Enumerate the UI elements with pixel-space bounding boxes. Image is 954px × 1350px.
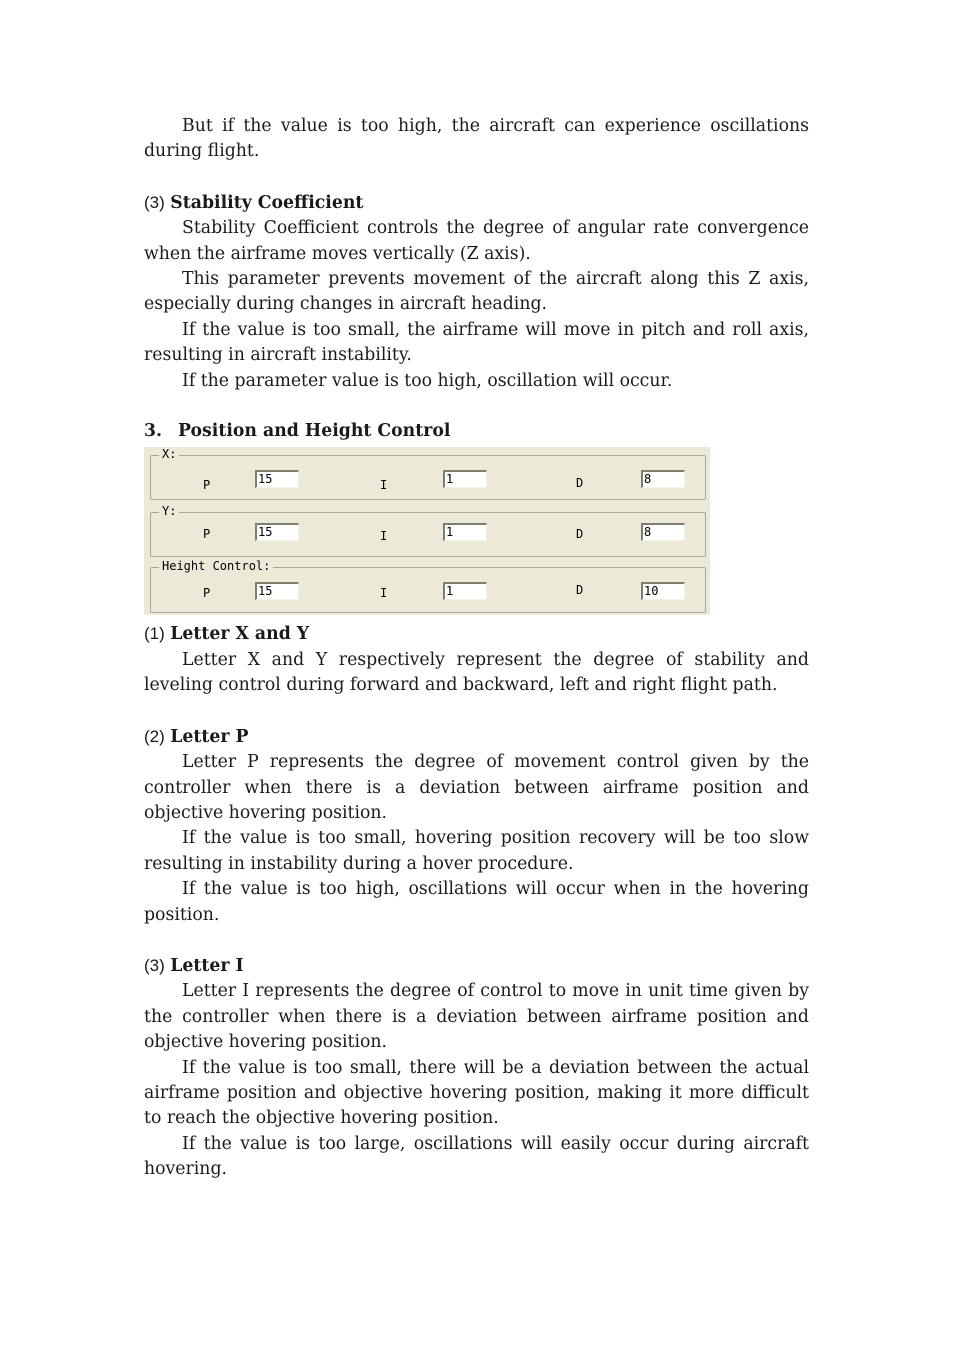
body-paragraph: If the parameter value is too high, oscillation will occur. <box>182 370 673 391</box>
document-page <box>144 114 809 1183</box>
body-paragraph: If the value is too small, hovering position recovery will be too slow resulting in instability during a hover procedure. <box>144 828 809 874</box>
body-paragraph: If the value is too large, oscillations will easily occur during aircraft hovering. <box>144 1133 809 1180</box>
p-label: P <box>203 527 211 542</box>
body-paragraph: If the value is too small, the airframe will move in pitch and roll axis, resulting in aircraft instability. <box>144 319 809 366</box>
i-label: I <box>380 586 388 601</box>
subsection-heading-letter-i <box>144 953 809 979</box>
body-paragraph: Stability Coefficient controls the degree of angular rate convergence when the airframe moves vertically (Z axis). <box>144 218 809 264</box>
group-legend-y: Y: <box>159 504 179 518</box>
height-p-input[interactable]: 15 <box>255 582 299 600</box>
body-paragraph: Letter X and Y respectively represent the degree of stability and leveling control during forward and backward, left and right flight path. <box>144 649 809 696</box>
section-number: 3. <box>144 421 163 442</box>
subsection-title: Stability Coefficient <box>170 192 364 213</box>
section-heading-position-height <box>144 419 809 444</box>
subsection-title: Letter X and Y <box>170 624 310 645</box>
height-control-group <box>150 559 706 613</box>
i-label: I <box>380 529 388 544</box>
height-d-input[interactable]: 10 <box>641 582 685 600</box>
group-legend-height-control: Height Control: <box>159 559 273 573</box>
i-label: I <box>380 478 388 493</box>
height-i-input[interactable]: 1 <box>443 582 487 600</box>
section-title: Position and Height Control <box>178 421 451 442</box>
pid-settings-panel <box>144 447 710 615</box>
p-label: P <box>203 586 211 601</box>
x-control-group <box>150 447 706 500</box>
y-d-input[interactable]: 8 <box>641 523 685 541</box>
body-paragraph: If the value is too high, oscillations will occur when in the hovering position. <box>144 879 809 925</box>
group-legend-x: X: <box>159 447 179 461</box>
subsection-heading-stability <box>144 190 809 216</box>
x-i-input[interactable]: 1 <box>443 470 487 488</box>
subsection-number: (1) <box>144 624 165 644</box>
y-control-group <box>150 504 706 557</box>
body-paragraph: This parameter prevents movement of the aircraft along this Z axis, especially during changes in aircraft heading. <box>144 269 809 315</box>
subsection-heading-letter-p <box>144 724 809 750</box>
x-p-input[interactable]: 15 <box>255 470 299 488</box>
subsection-number: (3) <box>144 192 165 212</box>
subsection-heading-letter-xy <box>144 621 809 647</box>
x-d-input[interactable]: 8 <box>641 470 685 488</box>
body-paragraph: Letter P represents the degree of movement control given by the controller when there is a deviation between airframe position and objective hovering position. <box>144 752 809 823</box>
subsection-number: (3) <box>144 955 165 975</box>
d-label: D <box>576 583 584 598</box>
y-i-input[interactable]: 1 <box>443 523 487 541</box>
body-paragraph: Letter I represents the degree of control to move in unit time given by the controller when there is a deviation between airframe position and objective hovering position. <box>144 981 809 1053</box>
d-label: D <box>576 527 584 542</box>
body-paragraph: If the value is too small, there will be a deviation between the actual airframe position and objective hovering position, making it more difficult to reach the objective hovering position. <box>144 1057 809 1129</box>
subsection-number: (2) <box>144 726 165 746</box>
p-label: P <box>203 478 211 493</box>
subsection-title: Letter I <box>170 955 244 976</box>
y-p-input[interactable]: 15 <box>255 523 299 541</box>
subsection-title: Letter P <box>170 726 249 747</box>
d-label: D <box>576 476 584 491</box>
body-paragraph: But if the value is too high, the aircraft can experience oscillations during flight. <box>144 116 809 162</box>
